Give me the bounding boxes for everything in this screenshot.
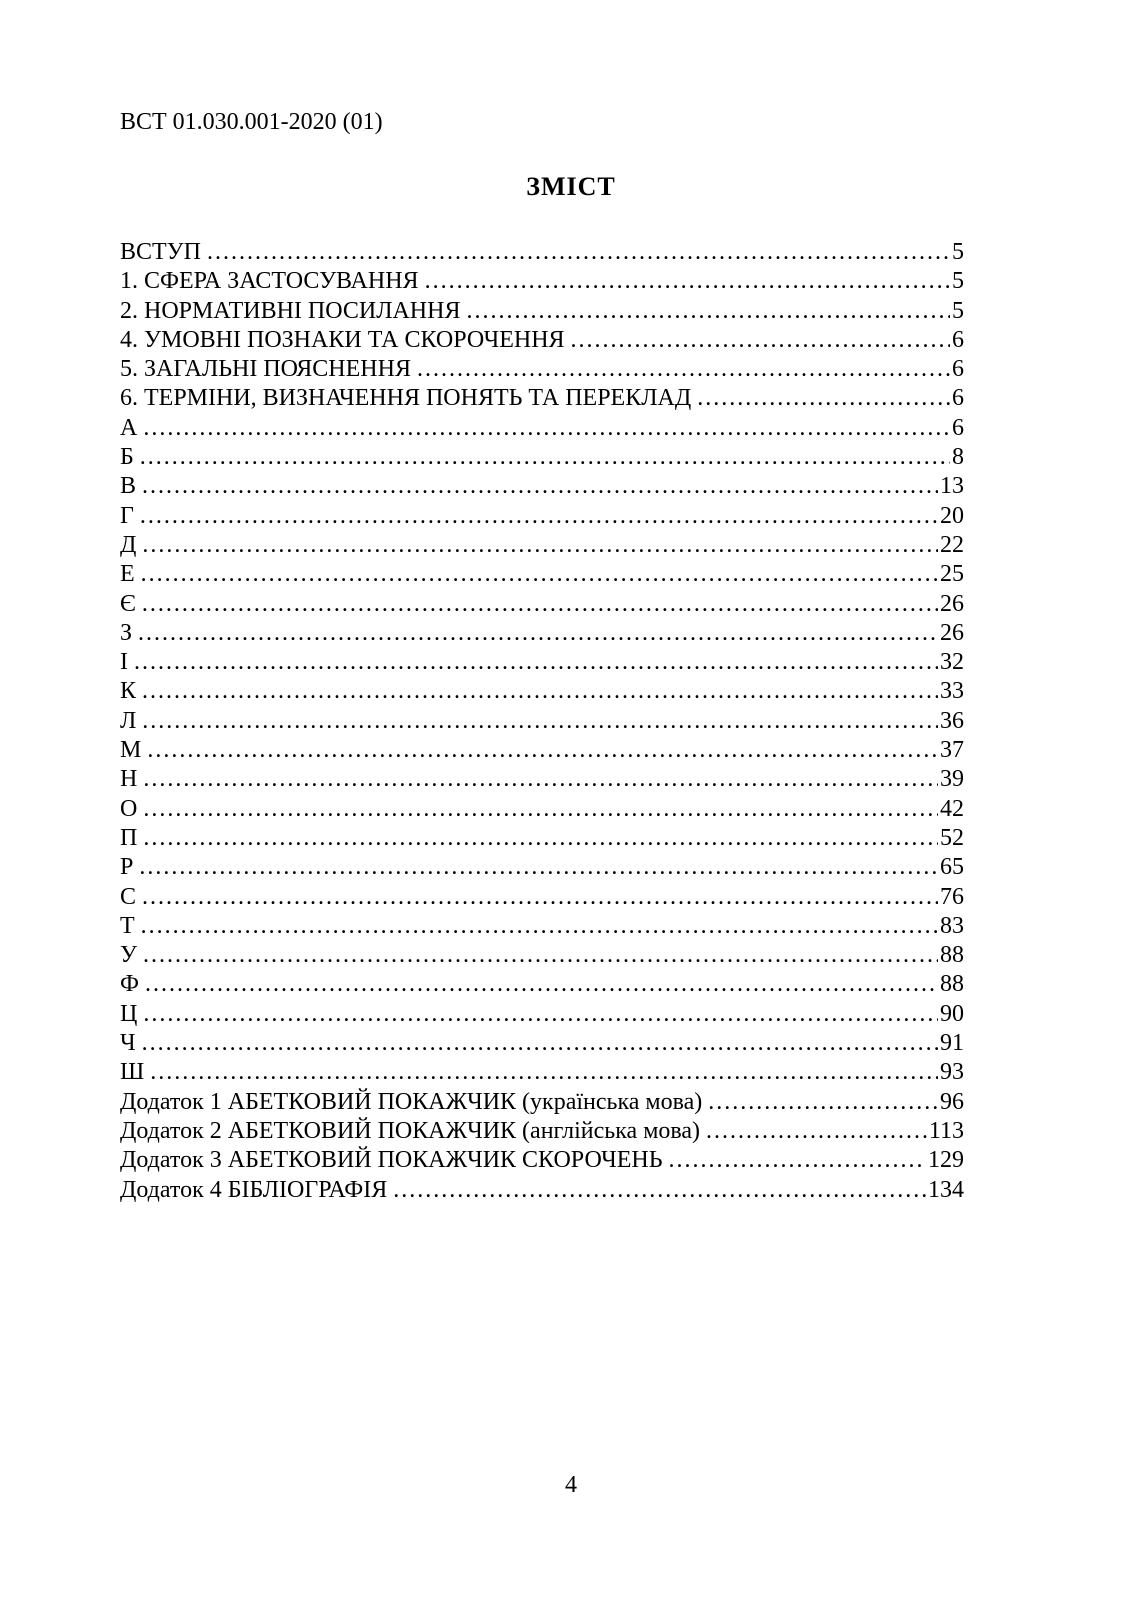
toc-entry-title: Ч	[120, 1030, 136, 1057]
dot-leader	[425, 267, 950, 296]
toc-entry-title: 4. УМОВНІ ПОЗНАКИ ТА СКОРОЧЕННЯ	[120, 326, 565, 353]
toc-entry	[120, 912, 964, 941]
toc-entry-page: 20	[940, 502, 964, 529]
toc-entry	[120, 297, 964, 326]
toc-entry-page: 134	[928, 1176, 964, 1203]
toc-entry	[120, 443, 964, 472]
toc-entry-title: В	[120, 473, 137, 500]
dot-leader	[708, 1088, 938, 1117]
toc-entry-title: Ц	[120, 1000, 138, 1027]
document-code: ВСТ 01.030.001-2020 (01)	[120, 109, 383, 135]
toc-entry-page: 6	[952, 326, 964, 353]
toc-entry-title: 1. СФЕРА ЗАСТОСУВАННЯ	[120, 268, 419, 295]
toc-entry-page: 65	[940, 854, 964, 881]
toc-entry	[120, 1088, 964, 1117]
dot-leader	[141, 560, 938, 589]
toc-entry-title: Л	[120, 707, 137, 734]
toc-entry-page: 6	[952, 356, 964, 383]
dot-leader	[142, 707, 938, 736]
toc-entry-page: 26	[940, 619, 964, 646]
dot-leader	[143, 765, 938, 794]
toc-entry-title: М	[120, 737, 142, 764]
toc-entry	[120, 1146, 964, 1175]
toc-entry-title: Б	[120, 444, 134, 471]
toc-entry	[120, 1176, 964, 1205]
toc-entry-page: 8	[952, 444, 964, 471]
toc-entry-title: Додаток 1 АБЕТКОВИЙ ПОКАЖЧИК (українська мова)	[120, 1088, 703, 1115]
toc-entry-title: Н	[120, 766, 138, 793]
dot-leader	[142, 531, 938, 560]
toc-entry-title: Ш	[120, 1059, 145, 1086]
toc-entry	[120, 853, 964, 882]
dot-leader	[393, 1176, 926, 1205]
toc-entry	[120, 707, 964, 736]
toc-entry-title: Додаток 2 АБЕТКОВИЙ ПОКАЖЧИК (англійська мова)	[120, 1117, 701, 1144]
dot-leader	[143, 824, 938, 853]
toc-entry-page: 76	[940, 883, 964, 910]
toc-entry-title: Додаток 4 БІБЛІОГРАФІЯ	[120, 1176, 388, 1203]
toc-entry-page: 33	[940, 678, 964, 705]
toc-entry-title: З	[120, 619, 133, 646]
toc-entry	[120, 326, 964, 355]
toc-entry	[120, 619, 964, 648]
toc-entry-title: У	[120, 942, 137, 969]
dot-leader	[142, 677, 938, 706]
dot-leader	[571, 326, 950, 355]
toc-entry	[120, 1058, 964, 1087]
toc-entry-page: 52	[940, 824, 964, 851]
toc-entry	[120, 238, 964, 267]
toc-entry-page: 113	[928, 1117, 964, 1144]
table-of-contents	[120, 238, 964, 1205]
toc-entry-page: 36	[940, 707, 964, 734]
page-title: ЗМІСТ	[526, 172, 616, 201]
toc-entry	[120, 384, 964, 413]
toc-entry-page: 96	[940, 1088, 964, 1115]
toc-entry-page: 88	[940, 971, 964, 998]
toc-entry-title: 2. НОРМАТИВНІ ПОСИЛАННЯ	[120, 297, 461, 324]
toc-entry-title: ВСТУП	[120, 239, 201, 265]
toc-entry	[120, 472, 964, 501]
toc-entry-page: 6	[952, 414, 964, 441]
toc-entry	[120, 824, 964, 853]
toc-entry	[120, 531, 964, 560]
toc-entry	[120, 970, 964, 999]
toc-entry	[120, 414, 964, 443]
toc-entry	[120, 795, 964, 824]
dot-leader	[417, 355, 950, 384]
toc-entry-page: 88	[940, 942, 964, 969]
toc-entry-page: 5	[952, 268, 964, 295]
dot-leader	[150, 1058, 938, 1087]
toc-entry-page: 26	[940, 590, 964, 617]
toc-entry	[120, 1117, 964, 1146]
toc-entry-title: П	[120, 824, 138, 851]
toc-entry	[120, 355, 964, 384]
toc-entry-title: Д	[120, 531, 137, 558]
dot-leader	[134, 648, 938, 677]
toc-entry	[120, 941, 964, 970]
page-number: 4	[565, 1472, 577, 1498]
toc-entry-page: 25	[940, 561, 964, 588]
dot-leader	[141, 912, 938, 941]
toc-entry-title: Е	[120, 561, 135, 588]
dot-leader	[142, 590, 938, 619]
toc-entry	[120, 560, 964, 589]
dot-leader	[697, 384, 950, 413]
toc-entry-page: 39	[940, 766, 964, 793]
dot-leader	[139, 853, 938, 882]
toc-entry-title: Т	[120, 912, 135, 939]
toc-entry	[120, 736, 964, 765]
toc-entry-page: 6	[952, 385, 964, 412]
dot-leader	[143, 414, 950, 443]
toc-entry	[120, 590, 964, 619]
toc-entry-page: 13	[940, 473, 964, 500]
dot-leader	[706, 1117, 927, 1146]
dot-leader	[147, 736, 938, 765]
toc-entry	[120, 765, 964, 794]
toc-entry-title: А	[120, 414, 138, 441]
toc-entry-page: 5	[952, 297, 964, 324]
dot-leader	[140, 443, 950, 472]
toc-entry-page: 37	[940, 737, 964, 764]
toc-entry-page: 93	[940, 1059, 964, 1086]
toc-entry-title: Ф	[120, 971, 139, 998]
toc-entry-page: 22	[940, 531, 964, 558]
dot-leader	[142, 472, 938, 501]
toc-entry	[120, 1000, 964, 1029]
dot-leader	[138, 619, 938, 648]
dot-leader	[143, 795, 938, 824]
toc-entry-page: 5	[952, 239, 964, 265]
toc-entry-title: Додаток 3 АБЕТКОВИЙ ПОКАЖЧИК СКОРОЧЕНЬ	[120, 1147, 663, 1174]
dot-leader	[143, 1000, 938, 1029]
dot-leader	[142, 1029, 938, 1058]
dot-leader	[669, 1146, 926, 1175]
toc-entry-page: 83	[940, 912, 964, 939]
toc-entry-title: І	[120, 649, 128, 676]
toc-entry-title: Р	[120, 854, 134, 881]
toc-entry	[120, 677, 964, 706]
toc-entry-page: 42	[940, 795, 964, 822]
toc-entry-title: С	[120, 883, 137, 910]
toc-entry-page: 129	[928, 1147, 964, 1174]
toc-entry	[120, 883, 964, 912]
dot-leader	[145, 970, 938, 999]
toc-entry	[120, 1029, 964, 1058]
toc-entry	[120, 502, 964, 531]
toc-entry-title: О	[120, 795, 138, 822]
toc-entry-title: 6. ТЕРМІНИ, ВИЗНАЧЕННЯ ПОНЯТЬ ТА ПЕРЕКЛАД	[120, 385, 692, 412]
toc-entry-title: К	[120, 678, 137, 705]
dot-leader	[466, 297, 950, 326]
toc-entry-title: Є	[120, 590, 136, 617]
toc-entry-page: 90	[940, 1000, 964, 1027]
toc-entry	[120, 648, 964, 677]
toc-entry-page: 91	[940, 1030, 964, 1057]
toc-entry-page: 32	[940, 649, 964, 676]
dot-leader	[140, 502, 938, 531]
dot-leader	[142, 883, 938, 912]
dot-leader	[207, 238, 950, 267]
toc-entry-title: Г	[120, 502, 134, 529]
toc-entry	[120, 267, 964, 296]
dot-leader	[143, 941, 938, 970]
toc-entry-title: 5. ЗАГАЛЬНІ ПОЯСНЕННЯ	[120, 356, 411, 383]
